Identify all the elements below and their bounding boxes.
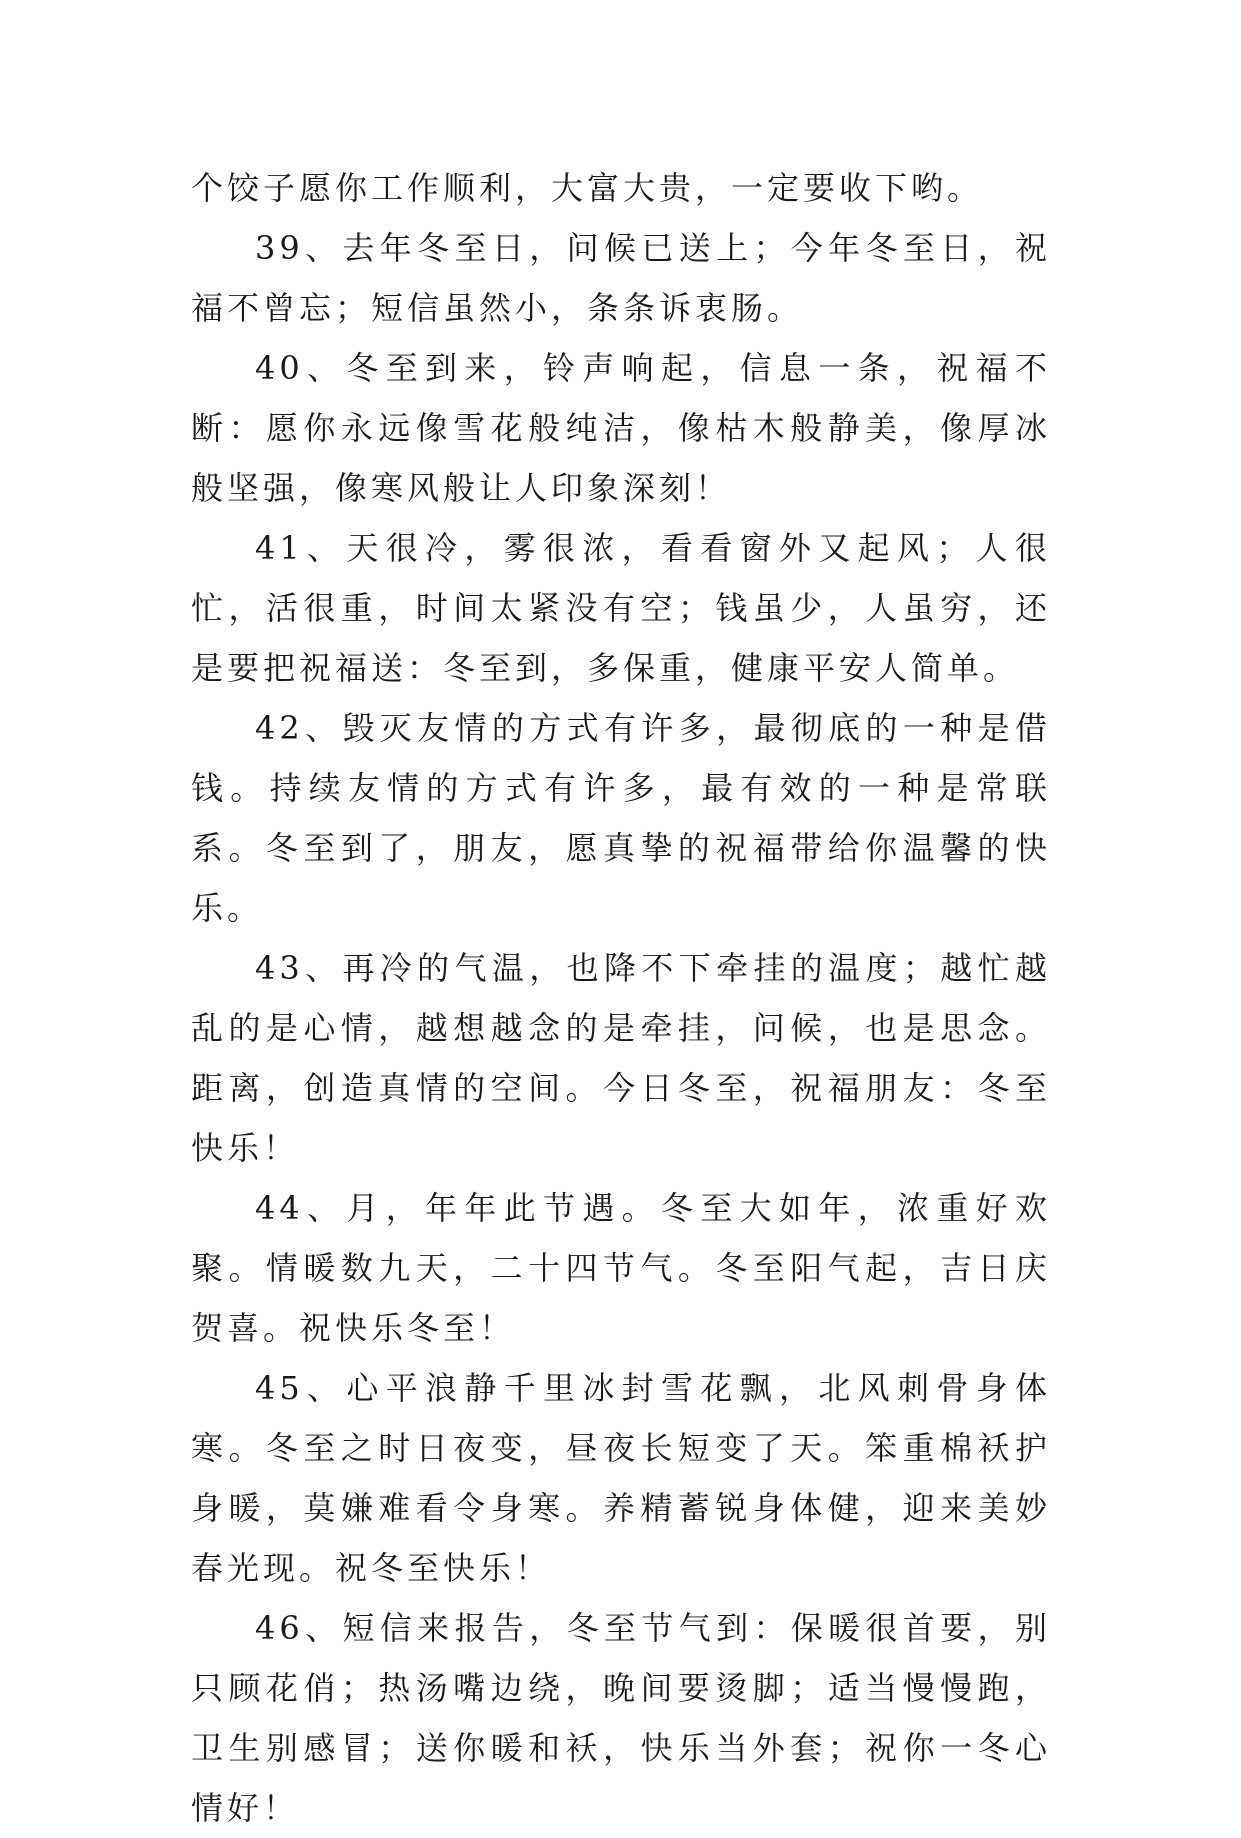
paragraph-44: 44、月，年年此节遇。冬至大如年，浓重好欢聚。情暖数九天，二十四节气。冬至阳气起，吉日庆贺喜。祝快乐冬至！: [191, 1189, 1051, 1347]
paragraph-39: 39、去年冬至日，问候已送上；今年冬至日，祝福不曾忘；短信虽然小，条条诉衷肠。: [191, 229, 1051, 327]
paragraph-43: 43、再冷的气温，也降不下牵挂的温度；越忙越乱的是心情，越想越念的是牵挂，问候，也是思念。距离，创造真情的空间。今日冬至，祝福朋友：冬至快乐！: [191, 949, 1051, 1167]
paragraph-continuation: 个饺子愿你工作顺利，大富大贵，一定要收下哟。: [191, 169, 984, 207]
paragraph-46: 46、短信来报告，冬至节气到：保暖很首要，别只顾花俏；热汤嘴边绕，晚间要烫脚；适当慢慢跑，卫生别感冒；送你暖和袄，快乐当外套；祝你一冬心情好！: [191, 1609, 1051, 1827]
paragraph-42: 42、毁灭友情的方式有许多，最彻底的一种是借钱。持续友情的方式有许多，最有效的一种是常联系。冬至到了，朋友，愿真挚的祝福带给你温馨的快乐。: [191, 709, 1051, 927]
document-body: [191, 158, 1051, 1838]
paragraph-41: 41、天很冷，雾很浓，看看窗外又起风；人很忙，活很重，时间太紧没有空；钱虽少，人虽穷，还是要把祝福送：冬至到，多保重，健康平安人简单。: [191, 529, 1051, 687]
paragraph-40: 40、冬至到来，铃声响起，信息一条，祝福不断：愿你永远像雪花般纯洁，像枯木般静美，像厚冰般坚强，像寒风般让人印象深刻！: [191, 349, 1051, 507]
paragraph-45: 45、心平浪静千里冰封雪花飘，北风刺骨身体寒。冬至之时日夜变，昼夜长短变了天。笨重棉袄护身暖，莫嫌难看令身寒。养精蓄锐身体健，迎来美妙春光现。祝冬至快乐！: [191, 1369, 1051, 1587]
